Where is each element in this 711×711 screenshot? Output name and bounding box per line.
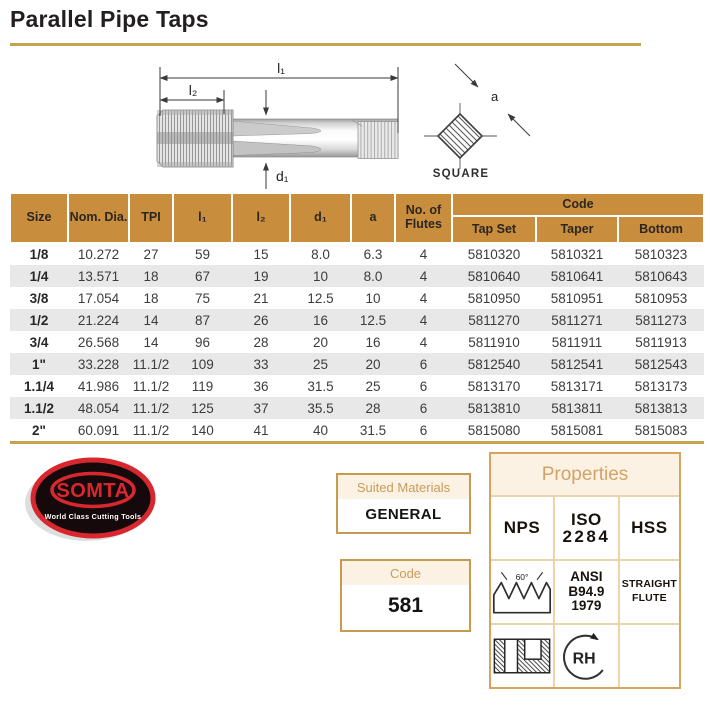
cell: 3/4 [29, 334, 49, 350]
dim-label-l2: l₂ [188, 82, 198, 98]
cell: 96 [194, 334, 211, 350]
cell: 60.091 [77, 422, 120, 438]
cell: 27 [143, 246, 159, 262]
cell: 37 [232, 397, 290, 419]
cell: 4 [419, 290, 428, 306]
property-ansi-standard [555, 561, 618, 623]
cell: 5813173 [634, 378, 688, 394]
cell: 5810320 [467, 246, 521, 262]
properties-title: Properties [491, 454, 679, 497]
col-header-code: Code [452, 193, 704, 216]
logo-brand: SOMTA [56, 480, 130, 502]
dim-label-l1: l₁ [277, 60, 285, 76]
cell: 33.228 [68, 353, 129, 375]
cell: 31.5 [359, 422, 387, 438]
cell: 12.5 [351, 309, 395, 331]
cell: 8.0 [311, 246, 330, 262]
cell: 1.1/4 [23, 378, 55, 394]
property-hole-type [491, 625, 553, 687]
title-underline [10, 43, 641, 46]
ansi-line1: ANSI [570, 569, 603, 585]
suited-materials-box [336, 473, 471, 534]
cell: 10 [365, 290, 381, 306]
tap-technical-drawing [0, 52, 711, 194]
dimensions-table [10, 193, 704, 444]
col-header-tpi: TPI [129, 193, 173, 243]
table-row [10, 309, 704, 331]
cell: 87 [173, 309, 232, 331]
cell: 33 [232, 353, 290, 375]
cell: 11.1/2 [129, 397, 173, 419]
table-row [10, 265, 704, 287]
cell: 5813810 [452, 397, 536, 419]
cell: 10.272 [77, 246, 120, 262]
right-hand-rotation-icon [556, 627, 616, 685]
cell: 6 [419, 422, 428, 438]
thread-angle-label: 60° [515, 571, 529, 582]
cell: 5811270 [452, 309, 536, 331]
col-header-tap-set: Tap Set [452, 216, 536, 243]
col-header-d1: d₁ [290, 193, 351, 243]
rotation-label: RH [573, 650, 596, 668]
cell: 1/4 [10, 265, 68, 287]
cell: 6 [419, 378, 428, 394]
property-thread-standard: NPS [491, 497, 553, 559]
suited-materials-label: Suited Materials [338, 475, 469, 499]
cell: 11.1/2 [132, 422, 170, 438]
cell: 5811911 [551, 334, 603, 350]
cell: 26.568 [77, 334, 120, 350]
cell: 19 [232, 265, 290, 287]
cell: 41.986 [77, 378, 120, 394]
cell: 6 [395, 397, 452, 419]
cell: 28 [253, 334, 269, 350]
suited-materials-value: GENERAL [338, 499, 469, 532]
cell: 5812541 [536, 353, 618, 375]
cell: 6 [395, 353, 452, 375]
table-row [10, 331, 704, 353]
cell: 75 [194, 290, 211, 306]
cell: 5810323 [634, 246, 688, 262]
cell: 31.5 [307, 378, 334, 394]
cell: 67 [173, 265, 232, 287]
property-thread-form [491, 561, 553, 623]
col-header-nom-dia: Nom. Dia. [68, 193, 129, 243]
cell: 109 [173, 353, 232, 375]
cell: 21 [253, 290, 269, 306]
page-title: Parallel Pipe Taps [10, 6, 209, 32]
cell: 2" [32, 422, 46, 438]
col-header-taper: Taper [536, 216, 618, 243]
iso-line1: ISO [570, 509, 602, 529]
thread-profile-60deg-icon [491, 568, 553, 616]
ansi-line3: 1979 [571, 598, 602, 614]
cell: 11.1/2 [129, 353, 173, 375]
col-header-size: Size [10, 193, 68, 243]
cell: 14 [129, 309, 173, 331]
cell: 1" [10, 353, 68, 375]
code-box [340, 559, 471, 632]
col-header-a: a [351, 193, 395, 243]
cell: 5815083 [634, 422, 688, 438]
cell: 8.0 [351, 265, 395, 287]
ansi-line2: B94.9 [568, 583, 605, 599]
cell: 5810643 [618, 265, 704, 287]
cell: 5811913 [635, 334, 687, 350]
table-row [10, 287, 704, 309]
cell: 41 [253, 422, 269, 438]
cell: 1.1/2 [10, 397, 68, 419]
cell: 4 [419, 246, 428, 262]
cell: 15 [253, 246, 269, 262]
table-row [10, 419, 704, 441]
property-material: HSS [620, 497, 679, 559]
properties-box [489, 452, 681, 689]
cell: 4 [395, 265, 452, 287]
cell: 119 [191, 378, 214, 394]
cell: 5810640 [452, 265, 536, 287]
cell: 25 [290, 353, 351, 375]
cell: 17.054 [77, 290, 120, 306]
cell: 5815081 [550, 422, 604, 438]
table-row [10, 243, 704, 265]
cell: 28 [351, 397, 395, 419]
cell: 59 [194, 246, 211, 262]
square-label: SQUARE [432, 168, 490, 180]
cell: 11.1/2 [132, 378, 170, 394]
cell: 5811273 [618, 309, 704, 331]
cell: 13.571 [68, 265, 129, 287]
properties-empty-cell [620, 625, 679, 687]
col-header-l2: l₂ [232, 193, 290, 243]
cell: 21.224 [68, 309, 129, 331]
cell: 4 [419, 334, 428, 350]
somta-logo [22, 452, 162, 546]
cell: 1/8 [29, 246, 49, 262]
dim-label-a: a [491, 89, 499, 104]
cell: 26 [232, 309, 290, 331]
tap-square-shank-end [358, 122, 398, 159]
cell: 36 [253, 378, 269, 394]
table-row [10, 375, 704, 397]
iso-line2: 2284 [562, 527, 611, 546]
cell: 5811910 [468, 334, 520, 350]
col-header-bottom: Bottom [618, 216, 704, 243]
cell: 20 [312, 334, 329, 350]
cell: 6.3 [363, 246, 383, 262]
cell: 3/8 [29, 290, 49, 306]
cell: 18 [143, 290, 159, 306]
cell: 12.5 [307, 290, 334, 306]
cell: 35.5 [290, 397, 351, 419]
cell: 16 [290, 309, 351, 331]
cell: 5810951 [550, 290, 604, 306]
cell: 14 [143, 334, 159, 350]
col-header-flutes: No. of Flutes [395, 193, 452, 243]
cell: 10 [290, 265, 351, 287]
cell: 5815080 [467, 422, 521, 438]
cell: 5810953 [634, 290, 688, 306]
square-cross-section [424, 64, 530, 169]
cell: 5812543 [618, 353, 704, 375]
cell: 5812540 [452, 353, 536, 375]
cell: 18 [129, 265, 173, 287]
code-label: Code [342, 561, 469, 585]
property-rotation [555, 625, 618, 687]
cell: 5813811 [536, 397, 618, 419]
cell: 48.054 [68, 397, 129, 419]
table-row [10, 397, 704, 419]
cell: 125 [173, 397, 232, 419]
flute-line2: FLUTE [631, 592, 667, 604]
cell: 5810321 [550, 246, 604, 262]
table-row [10, 353, 704, 375]
cell: 16 [365, 334, 381, 350]
property-iso-standard [555, 497, 618, 559]
flute-line1: STRAIGHT [621, 578, 677, 591]
cell: 5813170 [467, 378, 521, 394]
cell: 20 [351, 353, 395, 375]
cell: 40 [312, 422, 329, 438]
cell: 1/2 [10, 309, 68, 331]
code-value: 581 [342, 585, 469, 630]
properties-grid [491, 497, 679, 687]
cell: 5810641 [536, 265, 618, 287]
tap-body [157, 110, 398, 167]
cell: 140 [191, 422, 214, 438]
cell: 25 [365, 378, 381, 394]
col-header-l1: l₁ [173, 193, 232, 243]
dim-label-d1: d₁ [276, 168, 289, 184]
cell: 5813813 [618, 397, 704, 419]
cell: 5813171 [550, 378, 604, 394]
hole-section-icon [493, 636, 551, 676]
cell: 5811271 [536, 309, 618, 331]
logo-tagline: World Class Cutting Tools [44, 512, 142, 521]
cell: 4 [395, 309, 452, 331]
property-flute-type [620, 561, 679, 623]
cell: 5810950 [467, 290, 521, 306]
